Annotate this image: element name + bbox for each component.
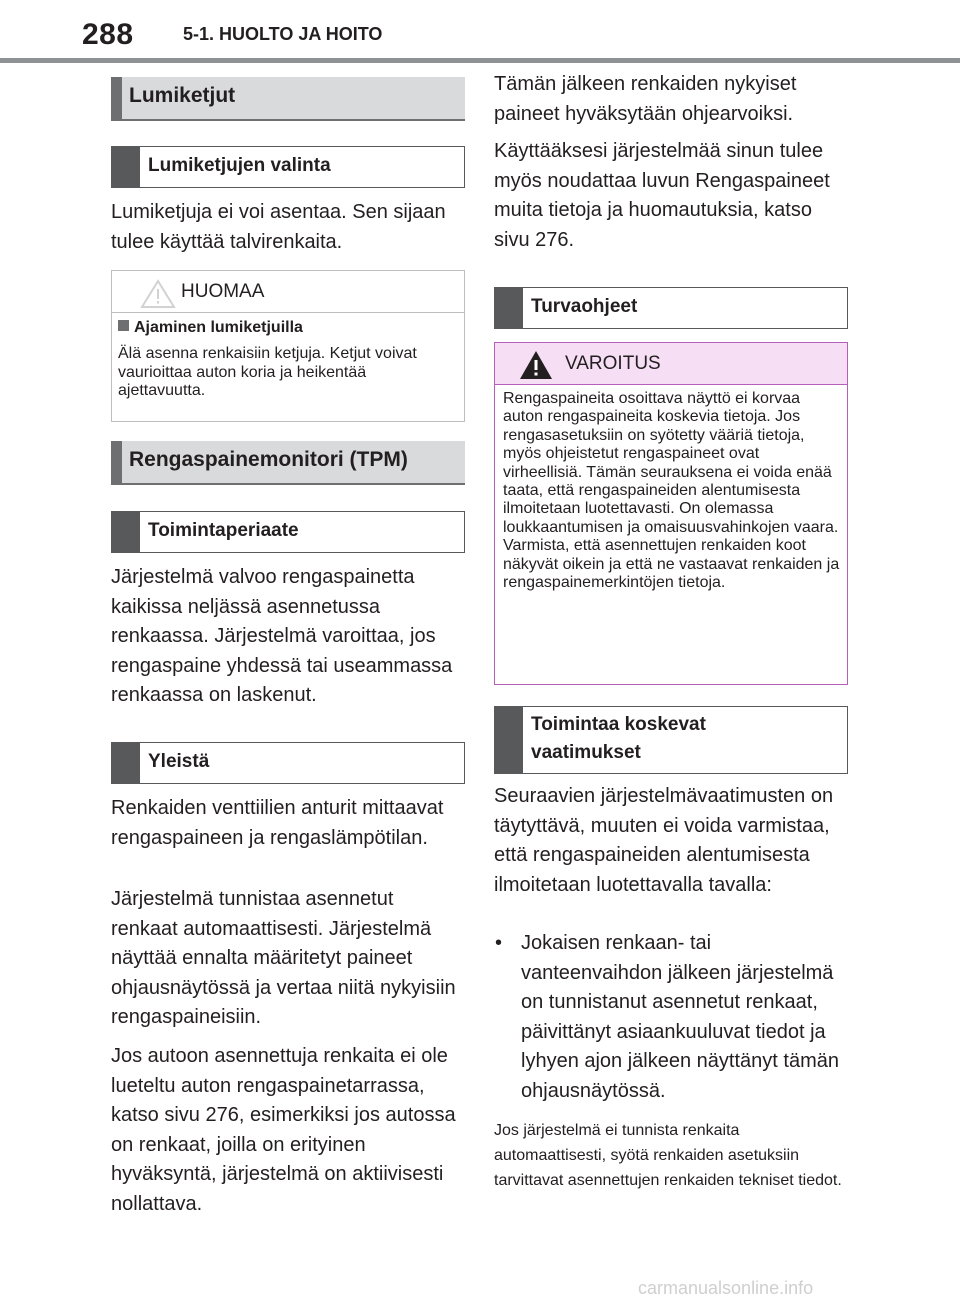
- subsection-yleista: [111, 742, 465, 784]
- varoitus-warning-box: [494, 342, 848, 685]
- subsection-text: Yleistä: [148, 751, 210, 772]
- paragraph-vaatimukset: Seuraavien järjestelmävaatimusten on täytyttävä, muuten ei voida varmistaa, että rengaspaineiden alentumisesta ilmoitetaan luotettavalla tavalla:: [494, 785, 834, 896]
- square-bullet-icon: [118, 320, 129, 331]
- subsection-bar: [112, 147, 140, 187]
- notice-subtitle: [118, 318, 456, 338]
- subsection-toimintaa-koskevat-vaatimukset: [494, 706, 848, 774]
- paragraph-lumiketjut: Lumiketjuja ei voi asentaa. Sen sijaan tulee käyttää talvirenkaita.: [111, 201, 446, 253]
- notice-text: Älä asenna renkaisiin ketjuja. Ketjut voivat vaurioittaa auton koria ja heikentää ajettavuutta.: [118, 345, 417, 399]
- subsection-text: Lumiketjujen valinta: [148, 155, 331, 176]
- section-title-bar: [111, 77, 122, 119]
- warning-header: [495, 343, 847, 385]
- chapter-title: 5-1. HUOLTO JA HOITO: [183, 24, 383, 44]
- section-title-lumiketjut: [111, 77, 465, 121]
- paragraph-yleista-1: Renkaiden venttiilien anturit mittaavat rengaspaineen ja rengaslämpötilan.: [111, 797, 444, 849]
- paragraph-right-2: Käyttääksesi järjestelmää sinun tulee myös noudattaa luvun Rengaspaineet muita tietoja ja huomautuksia, katso sivu 276.: [494, 140, 830, 251]
- header-divider: [0, 58, 960, 63]
- section-title-text: Rengaspainemonitori (TPM): [129, 448, 408, 471]
- warning-text: Rengaspaineita osoittava näyttö ei korvaa auton rengaspaineita koskevia tietoja. Jos rengasasetuksiin on syötetty vääriä tietoja, myös ohjeistetut rengaspaineet ovat virheellisiä. Tämän seurauksena ei voida enää taata, että rengaspaineiden alentumisesta ilmoitetaan luotettavasti. On olemassa loukkaantumisen ja omaisuusvahinkojen vaara. Varmista, että asennettujen renkaiden koot näkyvät oikein ja että ne vastaavat renkaiden ja rengaspainemerkintöjen tietoja.: [503, 390, 840, 592]
- watermark: carmanualsonline.info: [638, 1278, 814, 1298]
- section-title-bar: [111, 441, 122, 483]
- subsection-lumiketjujen-valinta: [111, 146, 465, 188]
- paragraph-yleista-3: Jos autoon asennettuja renkaita ei ole lueteltu auton rengaspainetarrassa, katso sivu 276, esimerkiksi jos autossa on renkaat, joilla on erityinen hyväksyntä, järjestelmä on aktiivisesti nollattava.: [111, 1045, 456, 1215]
- notice-label: HUOMAA: [181, 281, 265, 302]
- subsection-toimintaperiaate: [111, 511, 465, 553]
- subsection-text: Toimintaperiaate: [148, 520, 299, 541]
- notice-subtitle-text: Ajaminen lumiketjuilla: [134, 319, 303, 336]
- warning-label: VAROITUS: [565, 353, 661, 374]
- notice-body: [118, 318, 456, 401]
- subsection-bar: [495, 707, 523, 773]
- caution-triangle-icon: [140, 279, 176, 309]
- paragraph-toimintaperiaate: Järjestelmä valvoo rengaspainetta kaikissa neljässä asennetussa renkaassa. Järjestelmä varoittaa, jos rengaspaine yhdessä tai useammassa renkaassa on laskenut.: [111, 566, 453, 706]
- subsection-bar: [495, 288, 523, 328]
- section-title-text: Lumiketjut: [129, 84, 236, 107]
- paragraph-yleista-2: Järjestelmä tunnistaa asennetut renkaat automaattisesti. Järjestelmä näyttää ennalta määritetyt paineet ohjausnäytössä ja vertaa niitä nykyisiin rengaspaineisiin.: [111, 888, 456, 1028]
- paragraph-right-1: Tämän jälkeen renkaiden nykyiset paineet hyväksytään ohjearvoiksi.: [494, 73, 797, 125]
- bullet-text: Jokaisen renkaan- tai vanteenvaihdon jälkeen järjestelmä on tunnistanut asennetut renkaat, päivittänyt asiaankuuluvat tiedot ja lyhyen ajon jälkeen näyttänyt tämän ohjausnäytössä.: [521, 932, 839, 1102]
- huomaa-notice-box: [111, 270, 465, 422]
- page-number: 288: [82, 18, 134, 51]
- bullet-dot-icon: •: [495, 932, 503, 954]
- page-header: [0, 0, 960, 62]
- notice-header: [112, 271, 464, 313]
- subsection-text: Turvaohjeet: [531, 296, 638, 317]
- section-title-tpm: [111, 441, 465, 485]
- subsection-text: Toimintaa koskevat vaatimukset: [531, 714, 706, 763]
- subsection-turvaohjeet: [494, 287, 848, 329]
- warning-triangle-icon: [519, 350, 553, 380]
- subsection-bar: [112, 743, 140, 783]
- paragraph-small: Jos järjestelmä ei tunnista renkaita automaattisesti, syötä renkaiden asetuksiin tarvittavat asennettujen renkaiden tekniset tiedot.: [494, 1122, 842, 1189]
- subsection-bar: [112, 512, 140, 552]
